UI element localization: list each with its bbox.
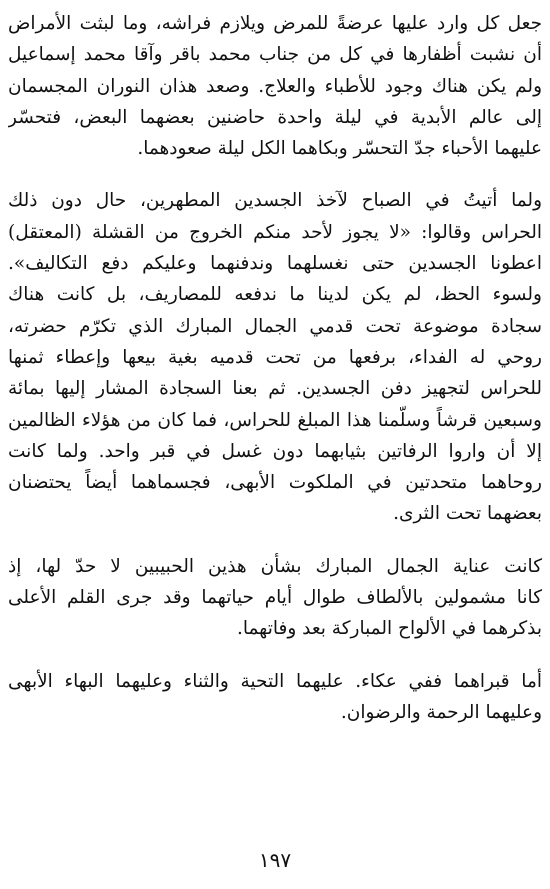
text-line: للحراس لتجهيز دفن الجسدين. ثم بعنا السجادة المشار إليها بمائة	[8, 378, 542, 400]
text-line: إلا أن واروا الرفاتين بثيابهما دون غسل في قبر واحد. ولما كانت	[8, 440, 542, 462]
text-line: أن نشبت أظفارها في كل من جناب محمد باقر وآقا محمد إسماعيل	[8, 44, 542, 66]
text-line: روحاهما متحدتين في الملكوت الأبهى، فجسماهما أيضاً يحتضنان	[8, 472, 542, 494]
text-line: الحراس وقالوا: «لا يجوز لأحد منكم الخروج من القشلة (المعتقل)	[8, 221, 542, 243]
text-line: وعليهما الرحمة والرضوان.	[340, 701, 542, 723]
text-line: إلى عالم الأبدية في ليلة واحدة حاضنين بعضهما البعض، فتحسّر	[8, 106, 542, 128]
text-line: جعل كل وارد عليها عرضةً للمرض ويلازم فراشه، وما لبثت الأمراض	[8, 13, 542, 34]
text-line: ولم يكن هناك وجود للأطباء والعلاج. وصعد هذان النوران المجسمان	[8, 75, 542, 97]
text-line: بذكرهما في الألواح المباركة بعد وفاتهما.	[236, 618, 542, 640]
text-line: كانت عناية الجمال المبارك بشأن هذين الحبيبين لا حدّ لها، إذ	[8, 555, 542, 577]
page-number: ١٩٧	[258, 848, 292, 872]
text-line: ولما أتيتُ في الصباح لآخذ الجسدين المطهرين، حال دون ذلك	[8, 190, 542, 212]
text-line: بعضهما تحت الثرى.	[393, 503, 542, 525]
paragraph-3	[8, 551, 542, 645]
text-line: روحي له الفداء، برفعها من تحت قدميه بغية بيعها وإعطاء ثمنها	[8, 346, 542, 368]
text-line: عليهما الأحباء جدّ التحسّر وبكاهما الكل ليلة صعودهما.	[137, 138, 542, 160]
paragraph-2	[8, 185, 542, 529]
text-line: أما قبراهما ففي عكاء. عليهما التحية والثناء وعليهما البهاء الأبهى	[8, 670, 542, 692]
text-line: كانا مشمولين بالألطاف طوال أيام حياتهما وقد جرى القلم الأعلى	[8, 587, 542, 609]
text-line: سجادة موضوعة تحت قدمي الجمال المبارك الذي تكرّم حضرته،	[8, 315, 542, 337]
paragraph-1	[8, 8, 542, 164]
paragraph-4	[8, 666, 542, 729]
text-line: ولسوء الحظ، لم يكن لدينا ما ندفعه للمصاريف، بل كانت هناك	[8, 284, 542, 306]
text-line: وسبعين قرشاً وسلّمنا هذا المبلغ للحراس، فما كان من هؤلاء الظالمين	[8, 409, 542, 431]
text-line: اعطونا الجسدين حتى نغسلهما وندفنهما وعليكم دفع التكاليف».	[8, 253, 542, 275]
